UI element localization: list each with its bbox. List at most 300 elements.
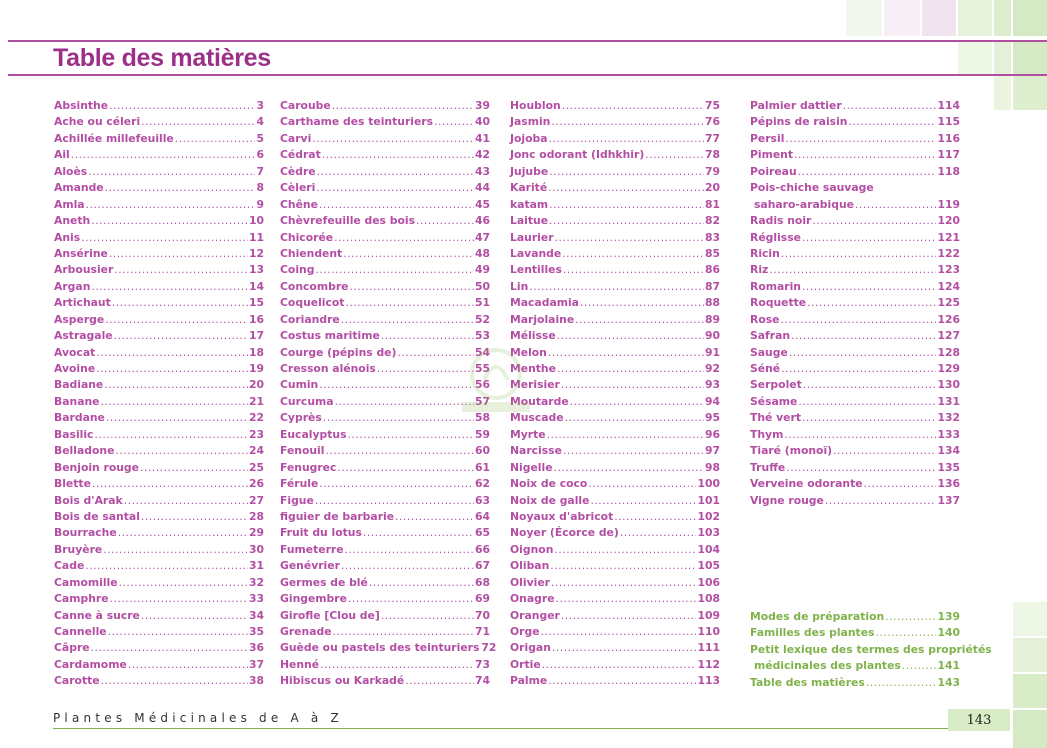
toc-entry-title: Fumeterre	[280, 542, 344, 556]
toc-entry[interactable]	[54, 674, 264, 690]
toc-entry[interactable]	[54, 609, 264, 625]
toc-entry-title: Ache ou céleri	[54, 115, 141, 129]
toc-leader-dots	[335, 395, 474, 408]
toc-entry-page: 82	[704, 214, 720, 228]
toc-leader-dots	[337, 461, 474, 474]
toc-entry[interactable]	[280, 674, 490, 690]
toc-entry-page: 47	[474, 230, 490, 244]
toc-entry-page: 65	[474, 526, 490, 540]
toc-entry[interactable]	[750, 263, 960, 279]
toc-entry[interactable]	[54, 477, 264, 493]
toc-entry-title: Bois de santal	[54, 509, 140, 523]
toc-entry-page: 4	[256, 115, 264, 129]
toc-entry[interactable]	[510, 444, 720, 460]
toc-entry[interactable]	[54, 99, 264, 115]
toc-entry[interactable]	[510, 526, 720, 542]
toc-entry[interactable]	[54, 494, 264, 510]
toc-entry-title: Merisier	[510, 378, 560, 392]
toc-leader-dots	[349, 280, 473, 293]
toc-entry-title: Germes de blé	[280, 575, 368, 589]
toc-entry-page: 77	[704, 131, 720, 145]
toc-entry-title: Fenugrec	[280, 460, 337, 474]
toc-entry[interactable]	[750, 676, 960, 692]
footer-rule	[53, 728, 948, 729]
toc-entry[interactable]	[510, 411, 720, 427]
toc-entry-title: Noyer (Écorce de)	[510, 526, 619, 540]
toc-entry[interactable]	[280, 592, 490, 608]
toc-leader-dots	[789, 346, 937, 359]
toc-leader-dots	[548, 346, 704, 359]
toc-entry[interactable]	[54, 576, 264, 592]
toc-entry-page: 56	[474, 378, 490, 392]
toc-entry[interactable]	[54, 329, 264, 345]
toc-leader-dots	[94, 428, 248, 441]
toc-leader-dots	[341, 559, 474, 572]
toc-entry-page: 131	[937, 394, 960, 408]
toc-entry-title: Noix de galle	[510, 493, 590, 507]
toc-entry[interactable]	[280, 247, 490, 263]
toc-leader-dots	[798, 395, 936, 408]
toc-entry-title: Jujube	[510, 164, 549, 178]
toc-entry[interactable]	[54, 115, 264, 131]
toc-leader-dots	[91, 641, 248, 654]
toc-entry-title: Thym	[750, 427, 784, 441]
toc-entry[interactable]	[750, 148, 960, 164]
toc-entry-page: 50	[474, 279, 490, 293]
decor-square	[884, 0, 920, 36]
toc-entry-page: 11	[248, 230, 264, 244]
toc-entry[interactable]	[280, 559, 490, 575]
toc-leader-dots	[557, 329, 704, 342]
toc-entry[interactable]	[750, 132, 960, 148]
page-number: 143	[948, 709, 1010, 731]
toc-leader-dots	[848, 115, 936, 128]
toc-entry[interactable]	[54, 395, 264, 411]
toc-entry[interactable]	[510, 280, 720, 296]
toc-leader-dots	[549, 165, 704, 178]
toc-leader-dots	[780, 313, 936, 326]
toc-entry-page: 93	[704, 378, 720, 392]
toc-entry[interactable]	[54, 263, 264, 279]
toc-entry-title: Vigne rouge	[750, 493, 824, 507]
toc-leader-dots	[345, 296, 474, 309]
toc-entry-page: 68	[474, 575, 490, 589]
toc-entry-title: Caroube	[280, 99, 331, 112]
toc-entry[interactable]	[280, 313, 490, 329]
toc-entry[interactable]	[54, 592, 264, 608]
toc-entry-page: 70	[474, 608, 490, 622]
toc-entry[interactable]	[54, 559, 264, 575]
toc-entry[interactable]	[510, 625, 720, 641]
toc-leader-dots	[109, 99, 255, 112]
toc-entry-title: Anis	[54, 230, 81, 244]
toc-leader-dots	[620, 526, 697, 539]
toc-entry[interactable]	[54, 510, 264, 526]
toc-entry-page: 73	[474, 657, 490, 671]
toc-entry-page: 130	[937, 378, 960, 392]
toc-entry[interactable]	[510, 346, 720, 362]
toc-entry-page: 14	[248, 279, 264, 293]
toc-entry[interactable]	[54, 214, 264, 230]
toc-entry-page: 51	[474, 296, 490, 310]
toc-entry-title: Jonc odorant (Idhkhir)	[510, 148, 645, 162]
toc-entry-page: 81	[704, 197, 720, 211]
toc-leader-dots	[549, 132, 704, 145]
toc-entry-title: figuier de barbarie	[280, 509, 395, 523]
toc-entry-page: 95	[704, 411, 720, 425]
toc-entry-title: Piment	[750, 148, 794, 162]
toc-entry-title: Myrte	[510, 427, 546, 441]
toc-entry[interactable]	[54, 296, 264, 312]
toc-entry-title: Argan	[54, 279, 91, 293]
decor-square	[994, 40, 1011, 74]
toc-leader-dots	[317, 165, 474, 178]
toc-entry-page: 60	[474, 444, 490, 458]
toc-entry[interactable]	[510, 165, 720, 181]
toc-entry[interactable]	[280, 165, 490, 181]
toc-entry[interactable]	[510, 543, 720, 559]
toc-entry-page: 136	[937, 477, 960, 491]
toc-entry[interactable]	[510, 477, 720, 493]
toc-entry[interactable]	[750, 428, 960, 444]
toc-leader-dots	[105, 181, 256, 194]
toc-leader-dots	[316, 181, 474, 194]
toc-entry-title: Henné	[280, 657, 320, 671]
toc-entry-title: Mélisse	[510, 329, 556, 343]
toc-entry[interactable]	[54, 198, 264, 214]
toc-entry[interactable]	[750, 461, 960, 477]
toc-entry[interactable]	[54, 428, 264, 444]
toc-entry-title: Gingembre	[280, 592, 347, 606]
toc-entry[interactable]	[280, 132, 490, 148]
toc-entry[interactable]	[750, 444, 960, 460]
toc-entry[interactable]	[750, 198, 960, 214]
toc-entry-page: 106	[697, 575, 720, 589]
decor-square	[1013, 76, 1047, 110]
toc-entry-page: 32	[248, 575, 264, 589]
toc-leader-dots	[114, 263, 248, 276]
toc-entry-title: Tiaré (monoï)	[750, 444, 833, 458]
toc-entry[interactable]	[54, 181, 264, 197]
toc-entry[interactable]	[54, 165, 264, 181]
toc-leader-dots	[786, 461, 936, 474]
toc-entry-page: 126	[937, 312, 960, 326]
toc-entry[interactable]	[510, 362, 720, 378]
toc-leader-dots	[91, 280, 248, 293]
toc-entry[interactable]	[280, 510, 490, 526]
toc-entry[interactable]	[510, 494, 720, 510]
toc-entry-title: Amla	[54, 197, 85, 211]
toc-leader-dots	[781, 247, 937, 260]
toc-entry[interactable]	[510, 231, 720, 247]
toc-entry[interactable]	[510, 609, 720, 625]
toc-leader-dots	[81, 231, 248, 244]
toc-entry-title: Bois d'Arak	[54, 493, 123, 507]
toc-entry[interactable]	[510, 99, 720, 115]
toc-entry[interactable]	[54, 444, 264, 460]
toc-entry[interactable]	[510, 378, 720, 394]
toc-entry[interactable]	[750, 247, 960, 263]
toc-entry[interactable]	[510, 674, 720, 690]
toc-entry-page: 20	[248, 378, 264, 392]
toc-leader-dots	[86, 198, 256, 211]
toc-entry[interactable]	[54, 543, 264, 559]
toc-leader-dots	[141, 510, 248, 523]
toc-entry[interactable]	[54, 231, 264, 247]
toc-entry[interactable]	[280, 641, 497, 657]
toc-leader-dots	[345, 543, 474, 556]
toc-entry-page: 41	[474, 131, 490, 145]
toc-entry-title: Riz	[750, 263, 769, 277]
toc-leader-dots	[85, 559, 248, 572]
toc-entry[interactable]	[280, 658, 490, 674]
toc-entry[interactable]	[280, 214, 490, 230]
toc-leader-dots	[547, 428, 704, 441]
toc-entry[interactable]	[510, 428, 720, 444]
toc-entry[interactable]	[280, 263, 490, 279]
toc-entry-page: 96	[704, 427, 720, 441]
toc-entry[interactable]	[510, 115, 720, 131]
toc-entry-page: 124	[937, 279, 960, 293]
toc-entry-page: 64	[474, 509, 490, 523]
toc-entry-page: 25	[248, 460, 264, 474]
toc-entry-title: Curcuma	[280, 394, 334, 408]
toc-entry-title: Narcisse	[510, 444, 562, 458]
toc-entry[interactable]	[510, 313, 720, 329]
toc-leader-dots	[561, 378, 704, 391]
toc-entry[interactable]	[750, 329, 960, 345]
toc-entry-title: Poireau	[750, 164, 797, 178]
toc-entry[interactable]	[280, 444, 490, 460]
toc-entry-title: Pois-chiche sauvage	[750, 181, 874, 195]
toc-entry[interactable]	[54, 526, 264, 542]
toc-entry-title: Férule	[280, 477, 319, 491]
toc-leader-dots	[104, 378, 248, 391]
toc-entry[interactable]	[750, 115, 960, 131]
toc-entry[interactable]	[54, 641, 264, 657]
toc-entry-page: 117	[937, 148, 960, 162]
toc-entry-title: Palme	[510, 674, 548, 688]
toc-entry[interactable]	[280, 477, 490, 493]
toc-entry[interactable]	[750, 395, 960, 411]
toc-entry[interactable]	[750, 313, 960, 329]
toc-leader-dots	[319, 477, 474, 490]
toc-entry[interactable]	[280, 148, 490, 164]
toc-entry-title: Onagre	[510, 592, 555, 606]
toc-leader-dots	[550, 559, 696, 572]
toc-leader-dots	[548, 674, 696, 687]
toc-entry-page: 100	[697, 477, 720, 491]
toc-leader-dots	[902, 659, 937, 672]
toc-entry-page: 133	[937, 427, 960, 441]
decor-square	[958, 40, 992, 74]
toc-leader-dots	[88, 165, 255, 178]
toc-entry[interactable]	[510, 658, 720, 674]
toc-entry[interactable]	[750, 477, 960, 493]
toc-entry[interactable]	[280, 428, 490, 444]
toc-entry[interactable]	[54, 658, 264, 674]
toc-entry-page: 6	[256, 148, 264, 162]
toc-entry-title: Noyaux d'abricot	[510, 509, 614, 523]
toc-leader-dots	[96, 346, 248, 359]
toc-entry-page: 13	[248, 263, 264, 277]
toc-entry-page: 49	[474, 263, 490, 277]
toc-entry-page: 5	[256, 131, 264, 145]
toc-entry-title: Moutarde	[510, 394, 569, 408]
toc-entry[interactable]	[54, 247, 264, 263]
toc-entry-title: Camomille	[54, 575, 118, 589]
toc-entry[interactable]	[750, 626, 960, 642]
toc-entry-page: 57	[474, 394, 490, 408]
toc-entry[interactable]	[510, 247, 720, 263]
toc-entry-title: Courge (pépins de)	[280, 345, 397, 359]
toc-entry[interactable]	[510, 510, 720, 526]
toc-entry-title: Oranger	[510, 608, 560, 622]
toc-entry[interactable]	[510, 148, 720, 164]
toc-entry[interactable]	[54, 625, 264, 641]
toc-entry[interactable]	[280, 231, 490, 247]
toc-entry[interactable]	[280, 296, 490, 312]
toc-entry[interactable]	[54, 411, 264, 427]
toc-entry[interactable]	[750, 296, 960, 312]
toc-leader-dots	[320, 658, 474, 671]
toc-entry[interactable]	[54, 148, 264, 164]
toc-entry-title: Pépins de raisin	[750, 115, 848, 129]
toc-entry[interactable]	[280, 198, 490, 214]
toc-entry-title: Cédrat	[280, 148, 321, 162]
toc-entry-title: Macadamia	[510, 296, 579, 310]
toc-leader-dots	[803, 378, 937, 391]
toc-entry[interactable]	[280, 526, 490, 542]
toc-entry[interactable]	[510, 592, 720, 608]
toc-entry[interactable]	[510, 461, 720, 477]
toc-entry[interactable]	[280, 461, 490, 477]
toc-entry[interactable]	[750, 181, 960, 197]
toc-entry[interactable]	[750, 165, 960, 181]
toc-entry[interactable]	[510, 296, 720, 312]
toc-entry[interactable]	[510, 198, 720, 214]
toc-entry[interactable]	[54, 461, 264, 477]
toc-entry-title: Câpre	[54, 641, 90, 655]
toc-entry[interactable]	[750, 411, 960, 427]
toc-entry-page: 28	[248, 509, 264, 523]
toc-entry-page: 83	[704, 230, 720, 244]
toc-entry[interactable]	[54, 132, 264, 148]
toc-entry[interactable]	[750, 659, 960, 675]
toc-entry-title: Petit lexique des termes des propriétés	[750, 642, 992, 656]
toc-entry[interactable]	[510, 132, 720, 148]
toc-leader-dots	[105, 313, 248, 326]
toc-entry[interactable]	[510, 214, 720, 230]
toc-entry-title: Cade	[54, 559, 85, 573]
toc-entry-title: Blette	[54, 477, 91, 491]
toc-entry[interactable]	[280, 625, 490, 641]
toc-entry-page: 35	[248, 625, 264, 638]
toc-entry[interactable]	[750, 362, 960, 378]
toc-entry-page: 31	[248, 559, 264, 573]
toc-entry[interactable]	[750, 99, 960, 115]
toc-leader-dots	[348, 592, 474, 605]
toc-entry[interactable]	[280, 543, 490, 559]
toc-entry-page: 92	[704, 362, 720, 375]
toc-entry-page: 88	[704, 296, 720, 310]
toc-leader-dots	[114, 329, 248, 342]
toc-entry[interactable]	[510, 181, 720, 197]
toc-entry[interactable]	[750, 642, 992, 659]
toc-leader-dots	[322, 148, 474, 161]
toc-entry[interactable]	[54, 346, 264, 362]
toc-entry-page: 3	[256, 99, 264, 112]
toc-leader-dots	[141, 609, 248, 622]
toc-entry-page: 44	[474, 181, 490, 195]
toc-entry-page: 36	[248, 641, 264, 655]
toc-entry[interactable]	[510, 641, 720, 657]
toc-entry[interactable]	[280, 115, 490, 131]
toc-entry[interactable]	[280, 494, 490, 510]
toc-entry-page: 8	[256, 181, 264, 195]
toc-entry[interactable]	[510, 559, 720, 575]
toc-leader-dots	[141, 115, 255, 128]
toc-entry[interactable]	[280, 576, 490, 592]
toc-entry-title: Grenade	[280, 625, 332, 638]
toc-entry-title: Astragale	[54, 329, 113, 343]
toc-entry[interactable]	[54, 362, 264, 378]
toc-entry[interactable]	[510, 329, 720, 345]
toc-entry-page: 102	[697, 509, 720, 523]
toc-entry-title: Avoine	[54, 362, 96, 375]
toc-entry[interactable]	[750, 231, 960, 247]
toc-entry[interactable]	[280, 280, 490, 296]
toc-entry[interactable]	[750, 346, 960, 362]
toc-leader-dots	[323, 411, 474, 424]
toc-entry-title: Laurier	[510, 230, 554, 244]
toc-entry-page: 120	[937, 214, 960, 228]
toc-entry[interactable]	[280, 609, 490, 625]
toc-entry[interactable]	[750, 494, 960, 510]
toc-entry[interactable]	[280, 181, 490, 197]
toc-entry-page: 123	[937, 263, 960, 277]
toc-entry-title: Chèvrefeuille des bois	[280, 214, 416, 228]
toc-entry-page: 104	[697, 542, 720, 556]
toc-entry[interactable]	[750, 378, 960, 394]
toc-entry-title: Artichaut	[54, 296, 111, 310]
toc-entry-page: 71	[474, 625, 490, 638]
toc-entry[interactable]	[750, 280, 960, 296]
toc-entry[interactable]	[54, 378, 264, 394]
toc-entry[interactable]	[54, 313, 264, 329]
toc-entry-page: 128	[937, 345, 960, 359]
toc-entry-title: Badiane	[54, 378, 104, 392]
toc-entry[interactable]	[54, 280, 264, 296]
toc-entry-title: Sauge	[750, 345, 788, 359]
toc-leader-dots	[405, 674, 474, 687]
toc-leader-dots	[769, 263, 936, 276]
toc-entry-page: 67	[474, 559, 490, 573]
toc-entry-page: 103	[697, 526, 720, 540]
toc-entry[interactable]	[510, 263, 720, 279]
toc-entry-page: 42	[474, 148, 490, 162]
toc-entry[interactable]	[750, 214, 960, 230]
toc-entry[interactable]	[280, 99, 490, 115]
title-rule-top	[8, 40, 1047, 42]
toc-entry[interactable]	[510, 395, 720, 411]
toc-leader-dots	[548, 181, 704, 194]
toc-entry-page: 12	[248, 246, 264, 260]
toc-entry[interactable]	[750, 610, 960, 626]
toc-leader-dots	[71, 148, 256, 161]
toc-entry[interactable]	[510, 576, 720, 592]
toc-entry-page: 69	[474, 592, 490, 606]
